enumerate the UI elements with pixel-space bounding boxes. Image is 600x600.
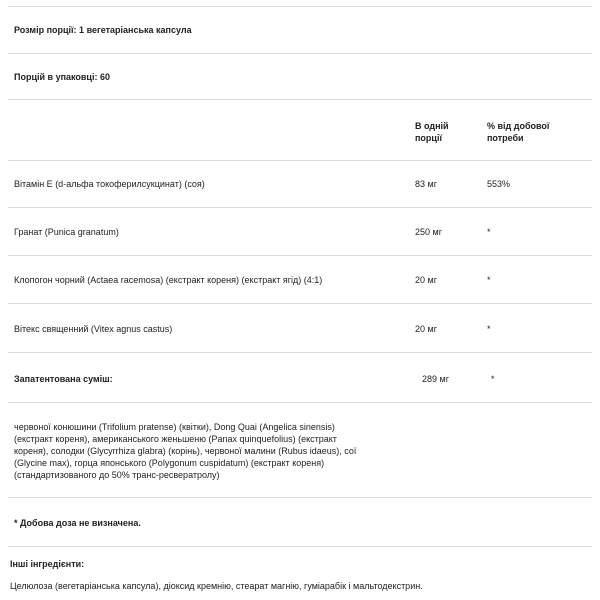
blend-ingredients-line: червоної конюшини (Trifolium pratense) (квітки), Dong Quai (Angelica sinensis) <box>14 422 335 432</box>
serving-size: Розмір порції: 1 вегетаріанська капсула <box>14 25 192 35</box>
divider <box>8 207 592 208</box>
nutrient-dv: 553% <box>487 179 511 189</box>
blend-name: Запатентована суміш: <box>14 374 113 384</box>
divider <box>8 497 592 498</box>
other-ingredients-text: Целюлоза (вегетаріанська капсула), діоксид кремнію, стеарат магнію, гуміарабік і мальтодекстрин. <box>10 581 423 591</box>
blend-ingredients-line: кореня), солодки (Glycyrrhiza glabra) (корінь), червоної малини (Rubus idaeus), сої <box>14 446 357 456</box>
divider <box>8 53 592 54</box>
blend-dv: * <box>491 374 495 384</box>
dv-header-line1: % від добової <box>487 121 550 131</box>
nutrient-amount: 250 мг <box>415 227 442 237</box>
nutrient-name: Гранат (Punica granatum) <box>14 227 119 237</box>
nutrient-name: Клопогон чорний (Actaea racemosa) (екстракт кореня) (екстракт ягід) (4:1) <box>14 275 323 285</box>
dv-header-line2: потреби <box>487 133 524 143</box>
divider <box>8 303 592 304</box>
other-ingredients-title: Інші інгредієнти: <box>10 559 85 569</box>
nutrient-dv: * <box>487 324 491 334</box>
nutrient-amount: 83 мг <box>415 179 437 189</box>
footnote: * Добова доза не визначена. <box>14 518 141 528</box>
blend-amount: 289 мг <box>422 374 449 384</box>
blend-ingredients-line: (Glycine max), горца японського (Polygonum cuspidatum) (екстракт кореня) <box>14 458 325 468</box>
blend-ingredients-line: (екстракт кореня), американського женьшеню (Panax quinquefolius) (екстракт <box>14 434 337 444</box>
servings-per-container: Порцій в упаковці: 60 <box>14 72 110 82</box>
blend-ingredients-line: (стандартизованого до 50% транс-ресвератролу) <box>14 470 220 480</box>
supplement-facts-panel <box>8 0 592 600</box>
divider <box>8 402 592 403</box>
nutrient-dv: * <box>487 275 491 285</box>
divider <box>8 352 592 353</box>
nutrient-dv: * <box>487 227 491 237</box>
divider <box>8 255 592 256</box>
divider <box>8 99 592 100</box>
amount-header-line1: В одній <box>415 121 449 131</box>
amount-header-line2: порції <box>415 133 442 143</box>
nutrient-name: Вітекс священний (Vitex agnus castus) <box>14 324 173 334</box>
nutrient-amount: 20 мг <box>415 275 437 285</box>
divider <box>8 546 592 547</box>
divider <box>8 6 592 7</box>
nutrient-amount: 20 мг <box>415 324 437 334</box>
nutrient-name: Вітамін E (d-альфа токоферилсукцинат) (соя) <box>14 179 205 189</box>
divider <box>8 160 592 161</box>
